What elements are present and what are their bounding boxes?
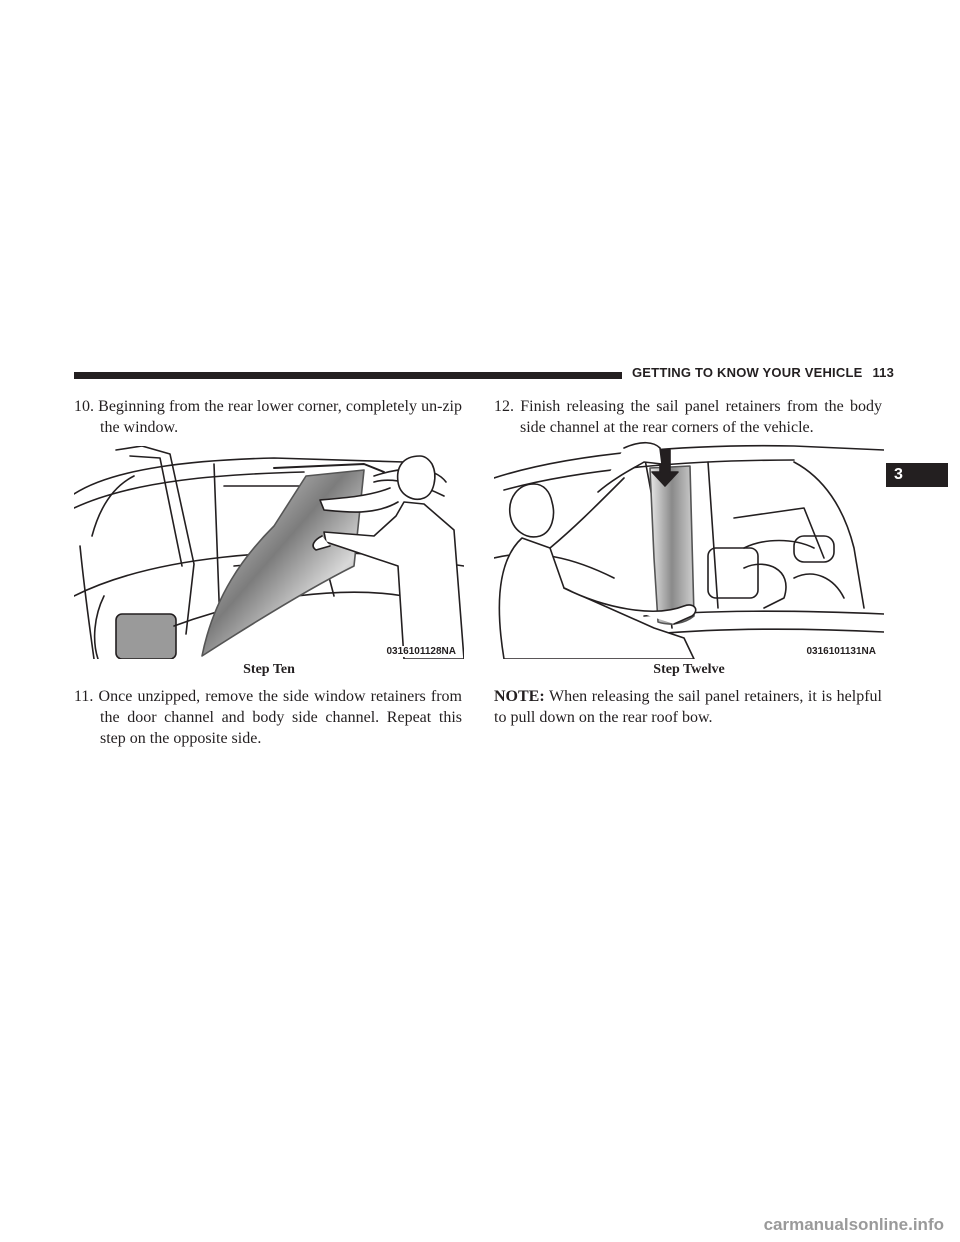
chapter-tab: 3 [886, 463, 948, 487]
step-11-text: 11. Once unzipped, remove the side window retainers from the door channel and body side channel. Repeat this step on the opposite side. [74, 688, 462, 747]
step-ten-illustration [74, 446, 464, 659]
figure-id: 0316101131NA [806, 646, 876, 657]
header-rule [74, 372, 622, 379]
section-title: GETTING TO KNOW YOUR VEHICLE [632, 365, 863, 380]
note-paragraph [494, 686, 882, 728]
note-text: When releasing the sail panel retainers, it is helpful to pull down on the rear roof bow. [494, 688, 882, 726]
watermark[interactable]: carmanualsonline.info [763, 1215, 944, 1234]
figure-caption: Step Ten [243, 662, 295, 677]
running-header [632, 365, 894, 380]
figure-caption: Step Twelve [653, 662, 725, 677]
page-number: 113 [872, 365, 895, 380]
figure-id: 0316101128NA [386, 646, 456, 657]
step-12-text: 12. Finish releasing the sail panel retainers from the body side channel at the rear corners of the vehicle. [494, 398, 882, 436]
note-label: NOTE: [494, 688, 545, 705]
step-twelve-illustration [494, 438, 884, 659]
step-10-text: 10. Beginning from the rear lower corner, completely un-zip the window. [74, 398, 462, 436]
